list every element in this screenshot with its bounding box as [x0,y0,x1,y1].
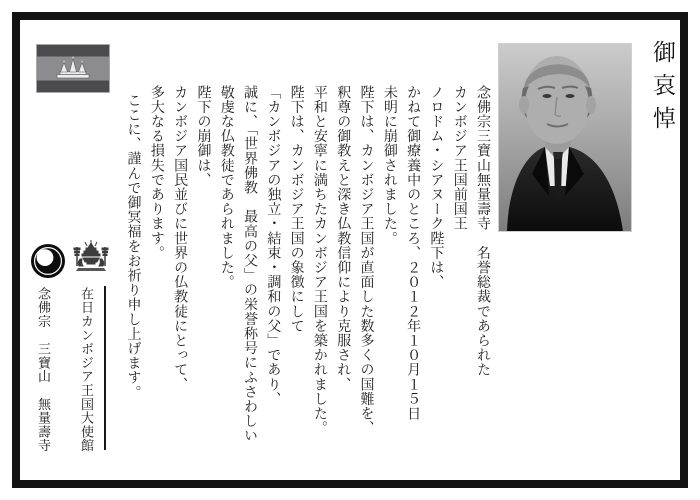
text-column: ノロドム・シアヌーク陛下は、 [428,85,444,290]
text-column: 誠に、「世界佛教 最高の父」の栄誉称号にふさわしい [242,85,258,443]
cambodia-flag-graphic [36,44,110,93]
text-column: 敬虔な仏教徒であられました。 [218,85,234,290]
royal-arms-icon [72,239,110,273]
page-title: 御哀悼 [650,40,675,139]
king-portrait-graphic [499,44,631,231]
portrait-photo [498,43,632,232]
temple-signature: 念佛宗 三寶山 無量壽寺 [36,287,51,453]
condolence-text [121,85,494,473]
signature-divider [104,286,106,450]
text-column: カンボジア王国前国王 [451,85,467,231]
text-column: 未明に崩御されました。 [381,85,397,246]
text-column: 念佛宗三寶山無量壽寺 名誉総裁であられた [475,85,490,377]
crescent-moon-graphic [30,243,66,279]
crescent-moon-icon [30,243,66,279]
text-column: 陛下の崩御は、 [195,85,211,188]
text-column: 多大なる損失であります。 [148,85,164,261]
text-column: 陛下は、カンボジア王国が直面した数多くの国難を、 [358,85,374,436]
text-column: カンボジア国民並びに世界の仏教徒にとって、 [172,85,188,392]
text-column: 陛下は、カンボジア王国の象徴にして [288,85,304,334]
embassy-signature: 在日カンボジア王国大使館 [79,287,94,453]
text-column: 「カンボジアの独立・結束・調和の父」であり、 [265,85,281,407]
text-column: かねて御療養中のところ、２０１２年１０月１５日 [405,85,421,421]
text-column: 平和と安寧に満ちたカンボジア王国を築かれました。 [311,85,327,436]
text-column: 釈尊の御教えと深き仏教信仰により克服され、 [335,85,351,392]
cambodia-flag-icon [36,44,110,93]
royal-arms-graphic [72,239,110,273]
text-column: ここに、謹んで御冥福をお祈り申し上げます。 [125,93,141,400]
